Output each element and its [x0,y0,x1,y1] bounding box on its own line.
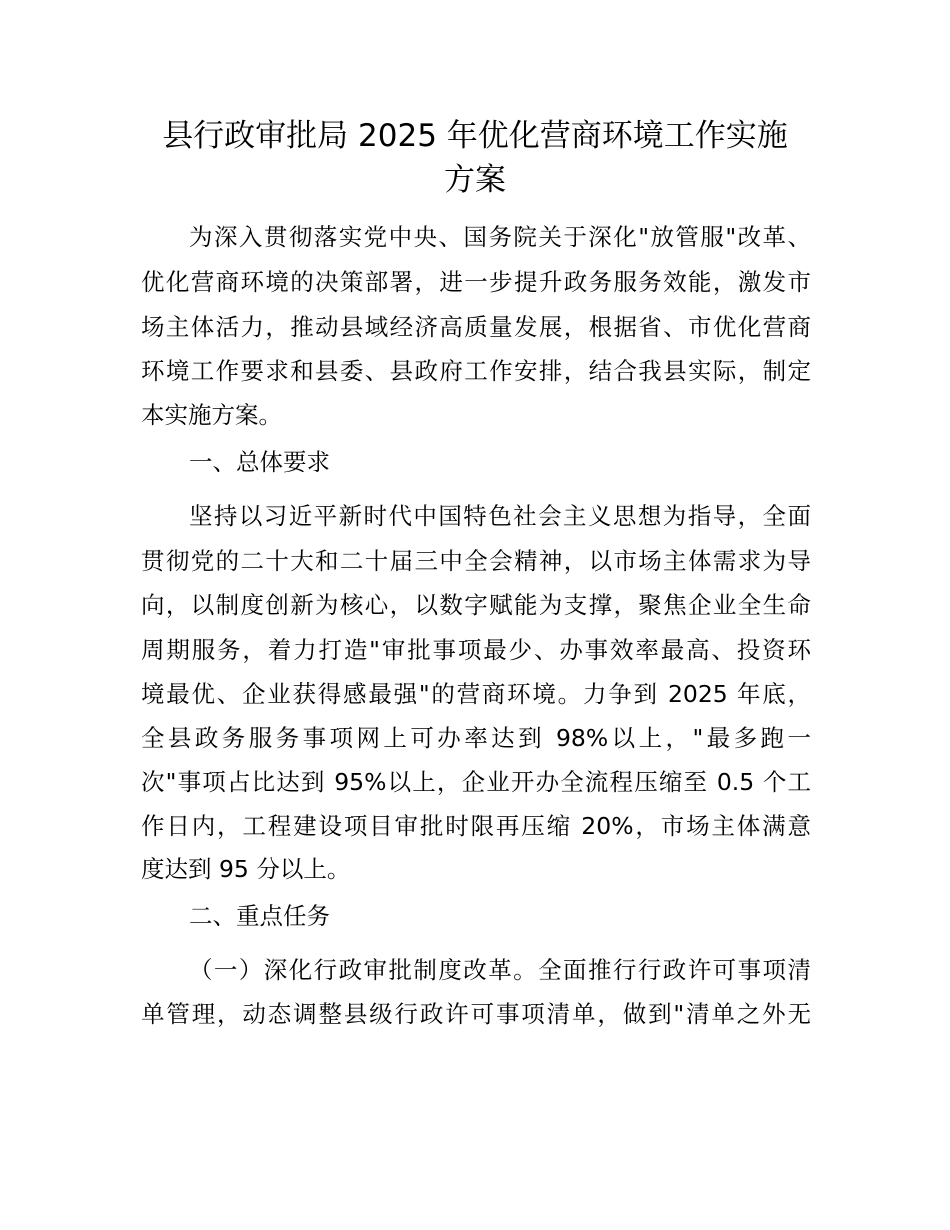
intro-paragraph-line: 为深入贯彻落实党中央、国务院关于深化"放管服"改革、 [189,223,811,251]
section1-paragraph-line: 坚持以习近平新时代中国特色社会主义思想为指导，全面 [189,502,811,530]
section2-paragraph-line: （一）深化行政审批制度改革。全面推行行政许可事项清 [189,956,811,984]
section-heading-key-tasks: 二、重点任务 [189,902,330,930]
document-title-line-2: 方案 [444,162,506,198]
intro-paragraph-line: 环境工作要求和县委、县政府工作安排，结合我县实际，制定 [141,357,811,385]
section1-paragraph-line: 作日内，工程建设项目审批时限再压缩 20%，市场主体满意 [141,812,811,840]
section-heading-general-requirements: 一、总体要求 [189,448,330,476]
section1-paragraph-line: 境最优、企业获得感最强"的营商环境。力争到 2025 年底， [141,680,811,708]
section1-paragraph-line: 度达到 95 分以上。 [141,855,351,883]
intro-paragraph-line: 场主体活力，推动县域经济高质量发展，根据省、市优化营商 [141,313,811,341]
intro-paragraph-line: 优化营商环境的决策部署，进一步提升政务服务效能，激发市 [141,268,811,296]
section2-paragraph-line: 单管理，动态调整县级行政许可事项清单，做到"清单之外无 [141,1000,811,1028]
section1-paragraph-line: 周期服务，着力打造"审批事项最少、办事效率最高、投资环 [141,636,811,664]
section1-paragraph-line: 贯彻党的二十大和二十届三中全会精神，以市场主体需求为导 [141,547,811,575]
document-title-line-1: 县行政审批局 2025 年优化营商环境工作实施 [162,118,788,154]
section1-paragraph-line: 全县政务服务事项网上可办率达到 98%以上，"最多跑一 [141,724,811,752]
section1-paragraph-line: 向，以制度创新为核心，以数字赋能为支撑，聚焦企业全生命 [141,591,811,619]
section1-paragraph-line: 次"事项占比达到 95%以上，企业开办全流程压缩至 0.5 个工 [141,768,811,796]
intro-paragraph-line: 本实施方案。 [141,401,282,429]
